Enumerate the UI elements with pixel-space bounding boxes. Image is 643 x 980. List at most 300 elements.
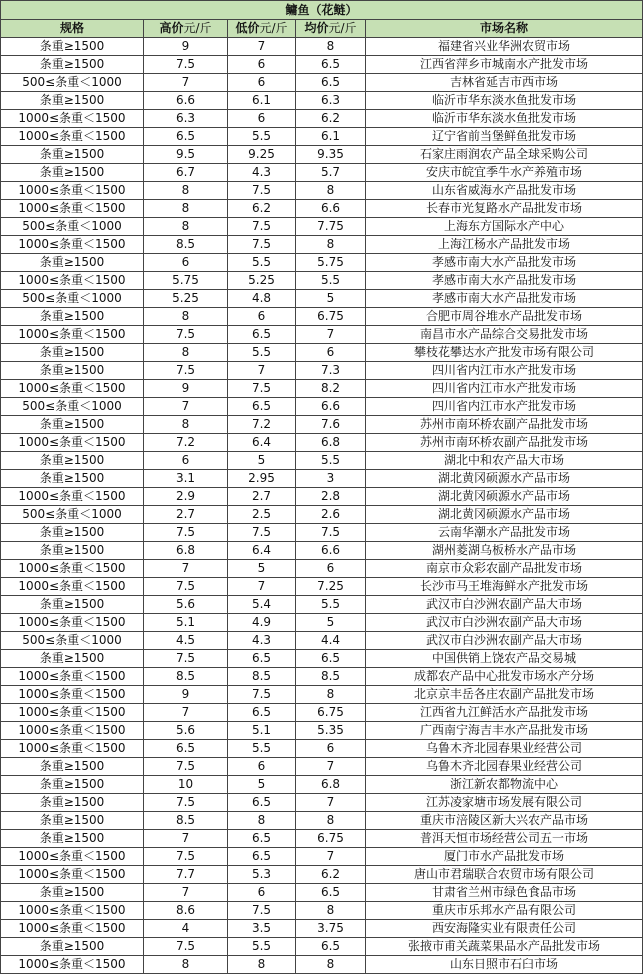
cell-low-price: 7.5 [228, 686, 296, 704]
cell-low-price: 6 [228, 758, 296, 776]
table-row [1, 290, 643, 308]
table-row [1, 560, 643, 578]
cell-market-name: 湖北黄冈硕源水产品市场 [366, 470, 643, 488]
cell-avg-price: 7 [296, 326, 366, 344]
table-title: 鳙鱼（花鲢） [1, 1, 643, 20]
cell-spec: 条重≥1500 [1, 812, 144, 830]
cell-avg-price: 6.6 [296, 542, 366, 560]
cell-avg-price: 7.5 [296, 524, 366, 542]
cell-low-price: 5 [228, 560, 296, 578]
cell-market-name: 乌鲁木齐北园春果业经营公司 [366, 758, 643, 776]
cell-market-name: 武汉市白沙洲农副产品大市场 [366, 614, 643, 632]
cell-avg-price: 7.6 [296, 416, 366, 434]
cell-market-name: 江西省萍乡市城南水产批发市场 [366, 56, 643, 74]
cell-spec: 条重≥1500 [1, 650, 144, 668]
table-row [1, 830, 643, 848]
cell-avg-price: 3.75 [296, 920, 366, 938]
cell-market-name: 安庆市皖宜季牛水产养殖市场 [366, 164, 643, 182]
cell-market-name: 乌鲁木齐北园春果业经营公司 [366, 740, 643, 758]
cell-high-price: 7 [144, 704, 228, 722]
cell-low-price: 2.95 [228, 470, 296, 488]
table-row [1, 236, 643, 254]
table-row [1, 740, 643, 758]
cell-spec: 条重≥1500 [1, 596, 144, 614]
cell-low-price: 6.5 [228, 650, 296, 668]
cell-low-price: 4.3 [228, 632, 296, 650]
cell-high-price: 7.5 [144, 794, 228, 812]
cell-high-price: 7.5 [144, 578, 228, 596]
table-row [1, 884, 643, 902]
cell-low-price: 5 [228, 452, 296, 470]
table-row [1, 866, 643, 884]
cell-market-name: 普洱天恒市场经营公司五一市场 [366, 830, 643, 848]
cell-high-price: 6.5 [144, 128, 228, 146]
cell-high-price: 6.3 [144, 110, 228, 128]
cell-spec: 条重≥1500 [1, 56, 144, 74]
cell-low-price: 6 [228, 56, 296, 74]
table-row [1, 506, 643, 524]
cell-low-price: 6.4 [228, 434, 296, 452]
cell-low-price: 6 [228, 884, 296, 902]
cell-market-name: 山东省威海水产品批发市场 [366, 182, 643, 200]
cell-avg-price: 6.6 [296, 200, 366, 218]
cell-avg-price: 6.75 [296, 308, 366, 326]
cell-high-price: 3.1 [144, 470, 228, 488]
cell-low-price: 6.5 [228, 398, 296, 416]
table-row [1, 938, 643, 956]
cell-spec: 1000≤条重＜1500 [1, 740, 144, 758]
header-market: 市场名称 [366, 20, 643, 38]
cell-market-name: 江苏凌家塘市场发展有限公司 [366, 794, 643, 812]
table-row [1, 308, 643, 326]
table-row [1, 200, 643, 218]
cell-market-name: 苏州市南环桥农副产品批发市场 [366, 416, 643, 434]
table-row [1, 488, 643, 506]
cell-high-price: 4.5 [144, 632, 228, 650]
cell-market-name: 甘肃省兰州市绿色食品市场 [366, 884, 643, 902]
cell-avg-price: 7.75 [296, 218, 366, 236]
table-row [1, 218, 643, 236]
table-row [1, 362, 643, 380]
cell-avg-price: 5.5 [296, 596, 366, 614]
cell-avg-price: 6.5 [296, 74, 366, 92]
cell-avg-price: 5.7 [296, 164, 366, 182]
cell-high-price: 7.5 [144, 650, 228, 668]
cell-market-name: 苏州市南环桥农副产品批发市场 [366, 434, 643, 452]
cell-market-name: 临沂市华东淡水鱼批发市场 [366, 92, 643, 110]
cell-high-price: 7.7 [144, 866, 228, 884]
cell-market-name: 湖北中和农产品大市场 [366, 452, 643, 470]
cell-high-price: 8 [144, 182, 228, 200]
cell-avg-price: 6.5 [296, 938, 366, 956]
cell-market-name: 孝感市南大水产品批发市场 [366, 254, 643, 272]
cell-avg-price: 8 [296, 902, 366, 920]
cell-market-name: 孝感市南大水产品批发市场 [366, 290, 643, 308]
cell-spec: 1000≤条重＜1500 [1, 956, 144, 974]
cell-spec: 500≤条重＜1000 [1, 632, 144, 650]
header-high: 高价元/斤 [144, 20, 228, 38]
cell-avg-price: 7 [296, 794, 366, 812]
cell-spec: 1000≤条重＜1500 [1, 182, 144, 200]
table-body [1, 38, 643, 974]
cell-low-price: 7.5 [228, 380, 296, 398]
cell-spec: 条重≥1500 [1, 830, 144, 848]
table-row [1, 110, 643, 128]
cell-market-name: 四川省内江市水产批发市场 [366, 398, 643, 416]
cell-spec: 500≤条重＜1000 [1, 506, 144, 524]
cell-market-name: 四川省内江市水产批发市场 [366, 380, 643, 398]
cell-low-price: 6.5 [228, 830, 296, 848]
cell-high-price: 9 [144, 380, 228, 398]
table-row [1, 794, 643, 812]
cell-low-price: 5.5 [228, 344, 296, 362]
cell-market-name: 西安海隆实业有限责任公司 [366, 920, 643, 938]
cell-spec: 1000≤条重＜1500 [1, 668, 144, 686]
cell-low-price: 6.5 [228, 326, 296, 344]
cell-high-price: 7.5 [144, 758, 228, 776]
cell-low-price: 6 [228, 308, 296, 326]
cell-avg-price: 2.8 [296, 488, 366, 506]
cell-spec: 1000≤条重＜1500 [1, 488, 144, 506]
cell-avg-price: 6.3 [296, 92, 366, 110]
cell-spec: 500≤条重＜1000 [1, 290, 144, 308]
table-row [1, 902, 643, 920]
cell-spec: 条重≥1500 [1, 344, 144, 362]
cell-low-price: 5.5 [228, 938, 296, 956]
cell-avg-price: 8 [296, 686, 366, 704]
cell-avg-price: 5.5 [296, 452, 366, 470]
cell-market-name: 南昌市水产品综合交易批发市场 [366, 326, 643, 344]
cell-avg-price: 6.8 [296, 776, 366, 794]
cell-high-price: 8.5 [144, 236, 228, 254]
cell-low-price: 4.3 [228, 164, 296, 182]
cell-spec: 1000≤条重＜1500 [1, 110, 144, 128]
cell-low-price: 2.7 [228, 488, 296, 506]
cell-high-price: 2.9 [144, 488, 228, 506]
cell-avg-price: 6.8 [296, 434, 366, 452]
cell-spec: 1000≤条重＜1500 [1, 326, 144, 344]
cell-spec: 条重≥1500 [1, 776, 144, 794]
cell-high-price: 10 [144, 776, 228, 794]
header-avg: 均价元/斤 [296, 20, 366, 38]
cell-high-price: 8.5 [144, 668, 228, 686]
table-row [1, 344, 643, 362]
cell-low-price: 4.8 [228, 290, 296, 308]
cell-high-price: 2.7 [144, 506, 228, 524]
table-row [1, 578, 643, 596]
cell-low-price: 5.5 [228, 254, 296, 272]
cell-avg-price: 5.75 [296, 254, 366, 272]
cell-market-name: 武汉市白沙洲农副产品大市场 [366, 632, 643, 650]
cell-high-price: 6.8 [144, 542, 228, 560]
cell-low-price: 2.5 [228, 506, 296, 524]
cell-high-price: 7 [144, 398, 228, 416]
cell-avg-price: 6.2 [296, 866, 366, 884]
cell-avg-price: 8 [296, 812, 366, 830]
table-title-row [1, 1, 643, 20]
cell-avg-price: 8 [296, 236, 366, 254]
cell-avg-price: 7.3 [296, 362, 366, 380]
cell-high-price: 9.5 [144, 146, 228, 164]
cell-market-name: 南京市众彩农副产品批发市场 [366, 560, 643, 578]
table-row [1, 434, 643, 452]
cell-market-name: 孝感市南大水产品批发市场 [366, 272, 643, 290]
cell-spec: 1000≤条重＜1500 [1, 866, 144, 884]
cell-low-price: 6.2 [228, 200, 296, 218]
cell-high-price: 7.2 [144, 434, 228, 452]
cell-spec: 条重≥1500 [1, 758, 144, 776]
cell-avg-price: 6.5 [296, 884, 366, 902]
cell-spec: 条重≥1500 [1, 362, 144, 380]
cell-market-name: 云南华潮水产品批发市场 [366, 524, 643, 542]
cell-avg-price: 8 [296, 182, 366, 200]
table-row [1, 164, 643, 182]
cell-high-price: 6.7 [144, 164, 228, 182]
cell-spec: 1000≤条重＜1500 [1, 848, 144, 866]
cell-spec: 条重≥1500 [1, 92, 144, 110]
cell-high-price: 7 [144, 884, 228, 902]
cell-spec: 500≤条重＜1000 [1, 398, 144, 416]
cell-market-name: 山东日照市石臼市场 [366, 956, 643, 974]
table-row [1, 524, 643, 542]
cell-market-name: 石家庄雨润农产品全球采购公司 [366, 146, 643, 164]
cell-market-name: 重庆市涪陵区新大兴农产品市场 [366, 812, 643, 830]
cell-low-price: 7 [228, 578, 296, 596]
cell-high-price: 7.5 [144, 362, 228, 380]
table-row [1, 470, 643, 488]
cell-avg-price: 5 [296, 290, 366, 308]
cell-market-name: 重庆市乐邦水产品有限公司 [366, 902, 643, 920]
cell-avg-price: 6 [296, 740, 366, 758]
cell-spec: 条重≥1500 [1, 884, 144, 902]
cell-low-price: 5 [228, 776, 296, 794]
cell-market-name: 湖北黄冈硕源水产品市场 [366, 488, 643, 506]
cell-market-name: 武汉市白沙洲农副产品大市场 [366, 596, 643, 614]
cell-spec: 1000≤条重＜1500 [1, 686, 144, 704]
table-row [1, 398, 643, 416]
cell-spec: 1000≤条重＜1500 [1, 704, 144, 722]
cell-low-price: 9.25 [228, 146, 296, 164]
cell-low-price: 5.1 [228, 722, 296, 740]
cell-high-price: 5.6 [144, 722, 228, 740]
cell-spec: 1000≤条重＜1500 [1, 560, 144, 578]
cell-low-price: 6.1 [228, 92, 296, 110]
cell-market-name: 上海东方国际水产中心 [366, 218, 643, 236]
cell-spec: 条重≥1500 [1, 794, 144, 812]
cell-high-price: 5.75 [144, 272, 228, 290]
cell-avg-price: 5 [296, 614, 366, 632]
cell-spec: 1000≤条重＜1500 [1, 380, 144, 398]
cell-low-price: 8 [228, 812, 296, 830]
table-row [1, 650, 643, 668]
cell-avg-price: 6.6 [296, 398, 366, 416]
cell-market-name: 攀枝花攀达水产批发市场有限公司 [366, 344, 643, 362]
cell-low-price: 5.4 [228, 596, 296, 614]
cell-avg-price: 8 [296, 38, 366, 56]
cell-spec: 500≤条重＜1000 [1, 74, 144, 92]
table-row [1, 596, 643, 614]
cell-avg-price: 6.75 [296, 704, 366, 722]
cell-low-price: 6 [228, 110, 296, 128]
table-row [1, 614, 643, 632]
cell-market-name: 吉林省延吉市西市场 [366, 74, 643, 92]
cell-market-name: 厦门市水产品批发市场 [366, 848, 643, 866]
cell-market-name: 湖州菱湖乌板桥水产品市场 [366, 542, 643, 560]
table-row [1, 272, 643, 290]
cell-high-price: 7.5 [144, 524, 228, 542]
cell-spec: 条重≥1500 [1, 38, 144, 56]
table-header-row [1, 20, 643, 38]
cell-high-price: 5.6 [144, 596, 228, 614]
cell-spec: 1000≤条重＜1500 [1, 236, 144, 254]
cell-high-price: 7 [144, 830, 228, 848]
cell-high-price: 8 [144, 344, 228, 362]
table-row [1, 956, 643, 974]
cell-market-name: 上海江杨水产品批发市场 [366, 236, 643, 254]
cell-market-name: 成都农产品中心批发市场水产分场 [366, 668, 643, 686]
cell-low-price: 8 [228, 956, 296, 974]
cell-avg-price: 4.4 [296, 632, 366, 650]
cell-market-name: 张掖市甫关蔬菜果品水产品批发市场 [366, 938, 643, 956]
cell-spec: 条重≥1500 [1, 164, 144, 182]
cell-avg-price: 6 [296, 344, 366, 362]
cell-avg-price: 7 [296, 848, 366, 866]
cell-high-price: 8 [144, 218, 228, 236]
cell-spec: 1000≤条重＜1500 [1, 722, 144, 740]
cell-avg-price: 6 [296, 560, 366, 578]
cell-avg-price: 8 [296, 956, 366, 974]
table-row [1, 776, 643, 794]
cell-spec: 条重≥1500 [1, 542, 144, 560]
cell-high-price: 7.5 [144, 848, 228, 866]
cell-avg-price: 2.6 [296, 506, 366, 524]
cell-low-price: 5.5 [228, 740, 296, 758]
cell-market-name: 长沙市马王堆海鲜水产批发市场 [366, 578, 643, 596]
cell-high-price: 6 [144, 452, 228, 470]
cell-high-price: 7 [144, 74, 228, 92]
cell-high-price: 5.1 [144, 614, 228, 632]
cell-spec: 条重≥1500 [1, 452, 144, 470]
cell-avg-price: 9.35 [296, 146, 366, 164]
cell-spec: 1000≤条重＜1500 [1, 272, 144, 290]
table-row [1, 146, 643, 164]
cell-spec: 条重≥1500 [1, 938, 144, 956]
cell-avg-price: 6.75 [296, 830, 366, 848]
cell-low-price: 6.5 [228, 794, 296, 812]
cell-avg-price: 6.5 [296, 650, 366, 668]
cell-low-price: 4.9 [228, 614, 296, 632]
cell-spec: 1000≤条重＜1500 [1, 920, 144, 938]
table-row [1, 704, 643, 722]
cell-low-price: 7.5 [228, 902, 296, 920]
table-row [1, 632, 643, 650]
cell-low-price: 7.5 [228, 236, 296, 254]
cell-avg-price: 8.2 [296, 380, 366, 398]
cell-high-price: 7.5 [144, 938, 228, 956]
table-row [1, 542, 643, 560]
table-row [1, 452, 643, 470]
cell-spec: 条重≥1500 [1, 416, 144, 434]
cell-avg-price: 6.2 [296, 110, 366, 128]
cell-high-price: 6 [144, 254, 228, 272]
cell-market-name: 辽宁省前当堡鲜鱼批发市场 [366, 128, 643, 146]
cell-low-price: 5.25 [228, 272, 296, 290]
cell-market-name: 合肥市周谷堆水产品批发市场 [366, 308, 643, 326]
cell-spec: 条重≥1500 [1, 254, 144, 272]
header-spec: 规格 [1, 20, 144, 38]
cell-market-name: 唐山市君瑞联合农贸市场有限公司 [366, 866, 643, 884]
table-row [1, 326, 643, 344]
cell-low-price: 5.5 [228, 128, 296, 146]
cell-avg-price: 5.35 [296, 722, 366, 740]
table-row [1, 812, 643, 830]
cell-low-price: 7.5 [228, 524, 296, 542]
table-row [1, 722, 643, 740]
cell-avg-price: 8.5 [296, 668, 366, 686]
cell-avg-price: 6.5 [296, 56, 366, 74]
cell-market-name: 北京京丰岳各庄农副产品批发市场 [366, 686, 643, 704]
header-low: 低价元/斤 [228, 20, 296, 38]
cell-high-price: 6.5 [144, 740, 228, 758]
cell-spec: 1000≤条重＜1500 [1, 128, 144, 146]
cell-low-price: 6 [228, 74, 296, 92]
cell-high-price: 8.5 [144, 812, 228, 830]
cell-high-price: 9 [144, 686, 228, 704]
cell-low-price: 7 [228, 38, 296, 56]
cell-spec: 1000≤条重＜1500 [1, 434, 144, 452]
table-row [1, 182, 643, 200]
cell-high-price: 8 [144, 200, 228, 218]
cell-low-price: 8.5 [228, 668, 296, 686]
table-row [1, 380, 643, 398]
cell-spec: 条重≥1500 [1, 470, 144, 488]
cell-market-name: 四川省内江市水产批发市场 [366, 362, 643, 380]
cell-high-price: 8.6 [144, 902, 228, 920]
cell-spec: 1000≤条重＜1500 [1, 200, 144, 218]
cell-market-name: 浙江新农都物流中心 [366, 776, 643, 794]
cell-spec: 1000≤条重＜1500 [1, 578, 144, 596]
table-row [1, 758, 643, 776]
cell-high-price: 9 [144, 38, 228, 56]
cell-avg-price: 6.1 [296, 128, 366, 146]
table-row [1, 74, 643, 92]
cell-low-price: 7.5 [228, 182, 296, 200]
cell-high-price: 8 [144, 416, 228, 434]
cell-spec: 条重≥1500 [1, 146, 144, 164]
cell-low-price: 5.3 [228, 866, 296, 884]
cell-market-name: 福建省兴业华洲农贸市场 [366, 38, 643, 56]
cell-low-price: 6.5 [228, 848, 296, 866]
cell-avg-price: 5.5 [296, 272, 366, 290]
table-row [1, 92, 643, 110]
cell-market-name: 中国供销上饶农产品交易城 [366, 650, 643, 668]
table-row [1, 254, 643, 272]
cell-high-price: 8 [144, 956, 228, 974]
table-row [1, 56, 643, 74]
table-row [1, 416, 643, 434]
cell-spec: 1000≤条重＜1500 [1, 614, 144, 632]
cell-low-price: 7 [228, 362, 296, 380]
cell-avg-price: 3 [296, 470, 366, 488]
table-row [1, 128, 643, 146]
cell-market-name: 临沂市华东淡水鱼批发市场 [366, 110, 643, 128]
cell-high-price: 8 [144, 308, 228, 326]
cell-high-price: 4 [144, 920, 228, 938]
cell-low-price: 6.5 [228, 704, 296, 722]
cell-market-name: 长春市光复路水产品批发市场 [366, 200, 643, 218]
table-row [1, 668, 643, 686]
cell-low-price: 6.4 [228, 542, 296, 560]
